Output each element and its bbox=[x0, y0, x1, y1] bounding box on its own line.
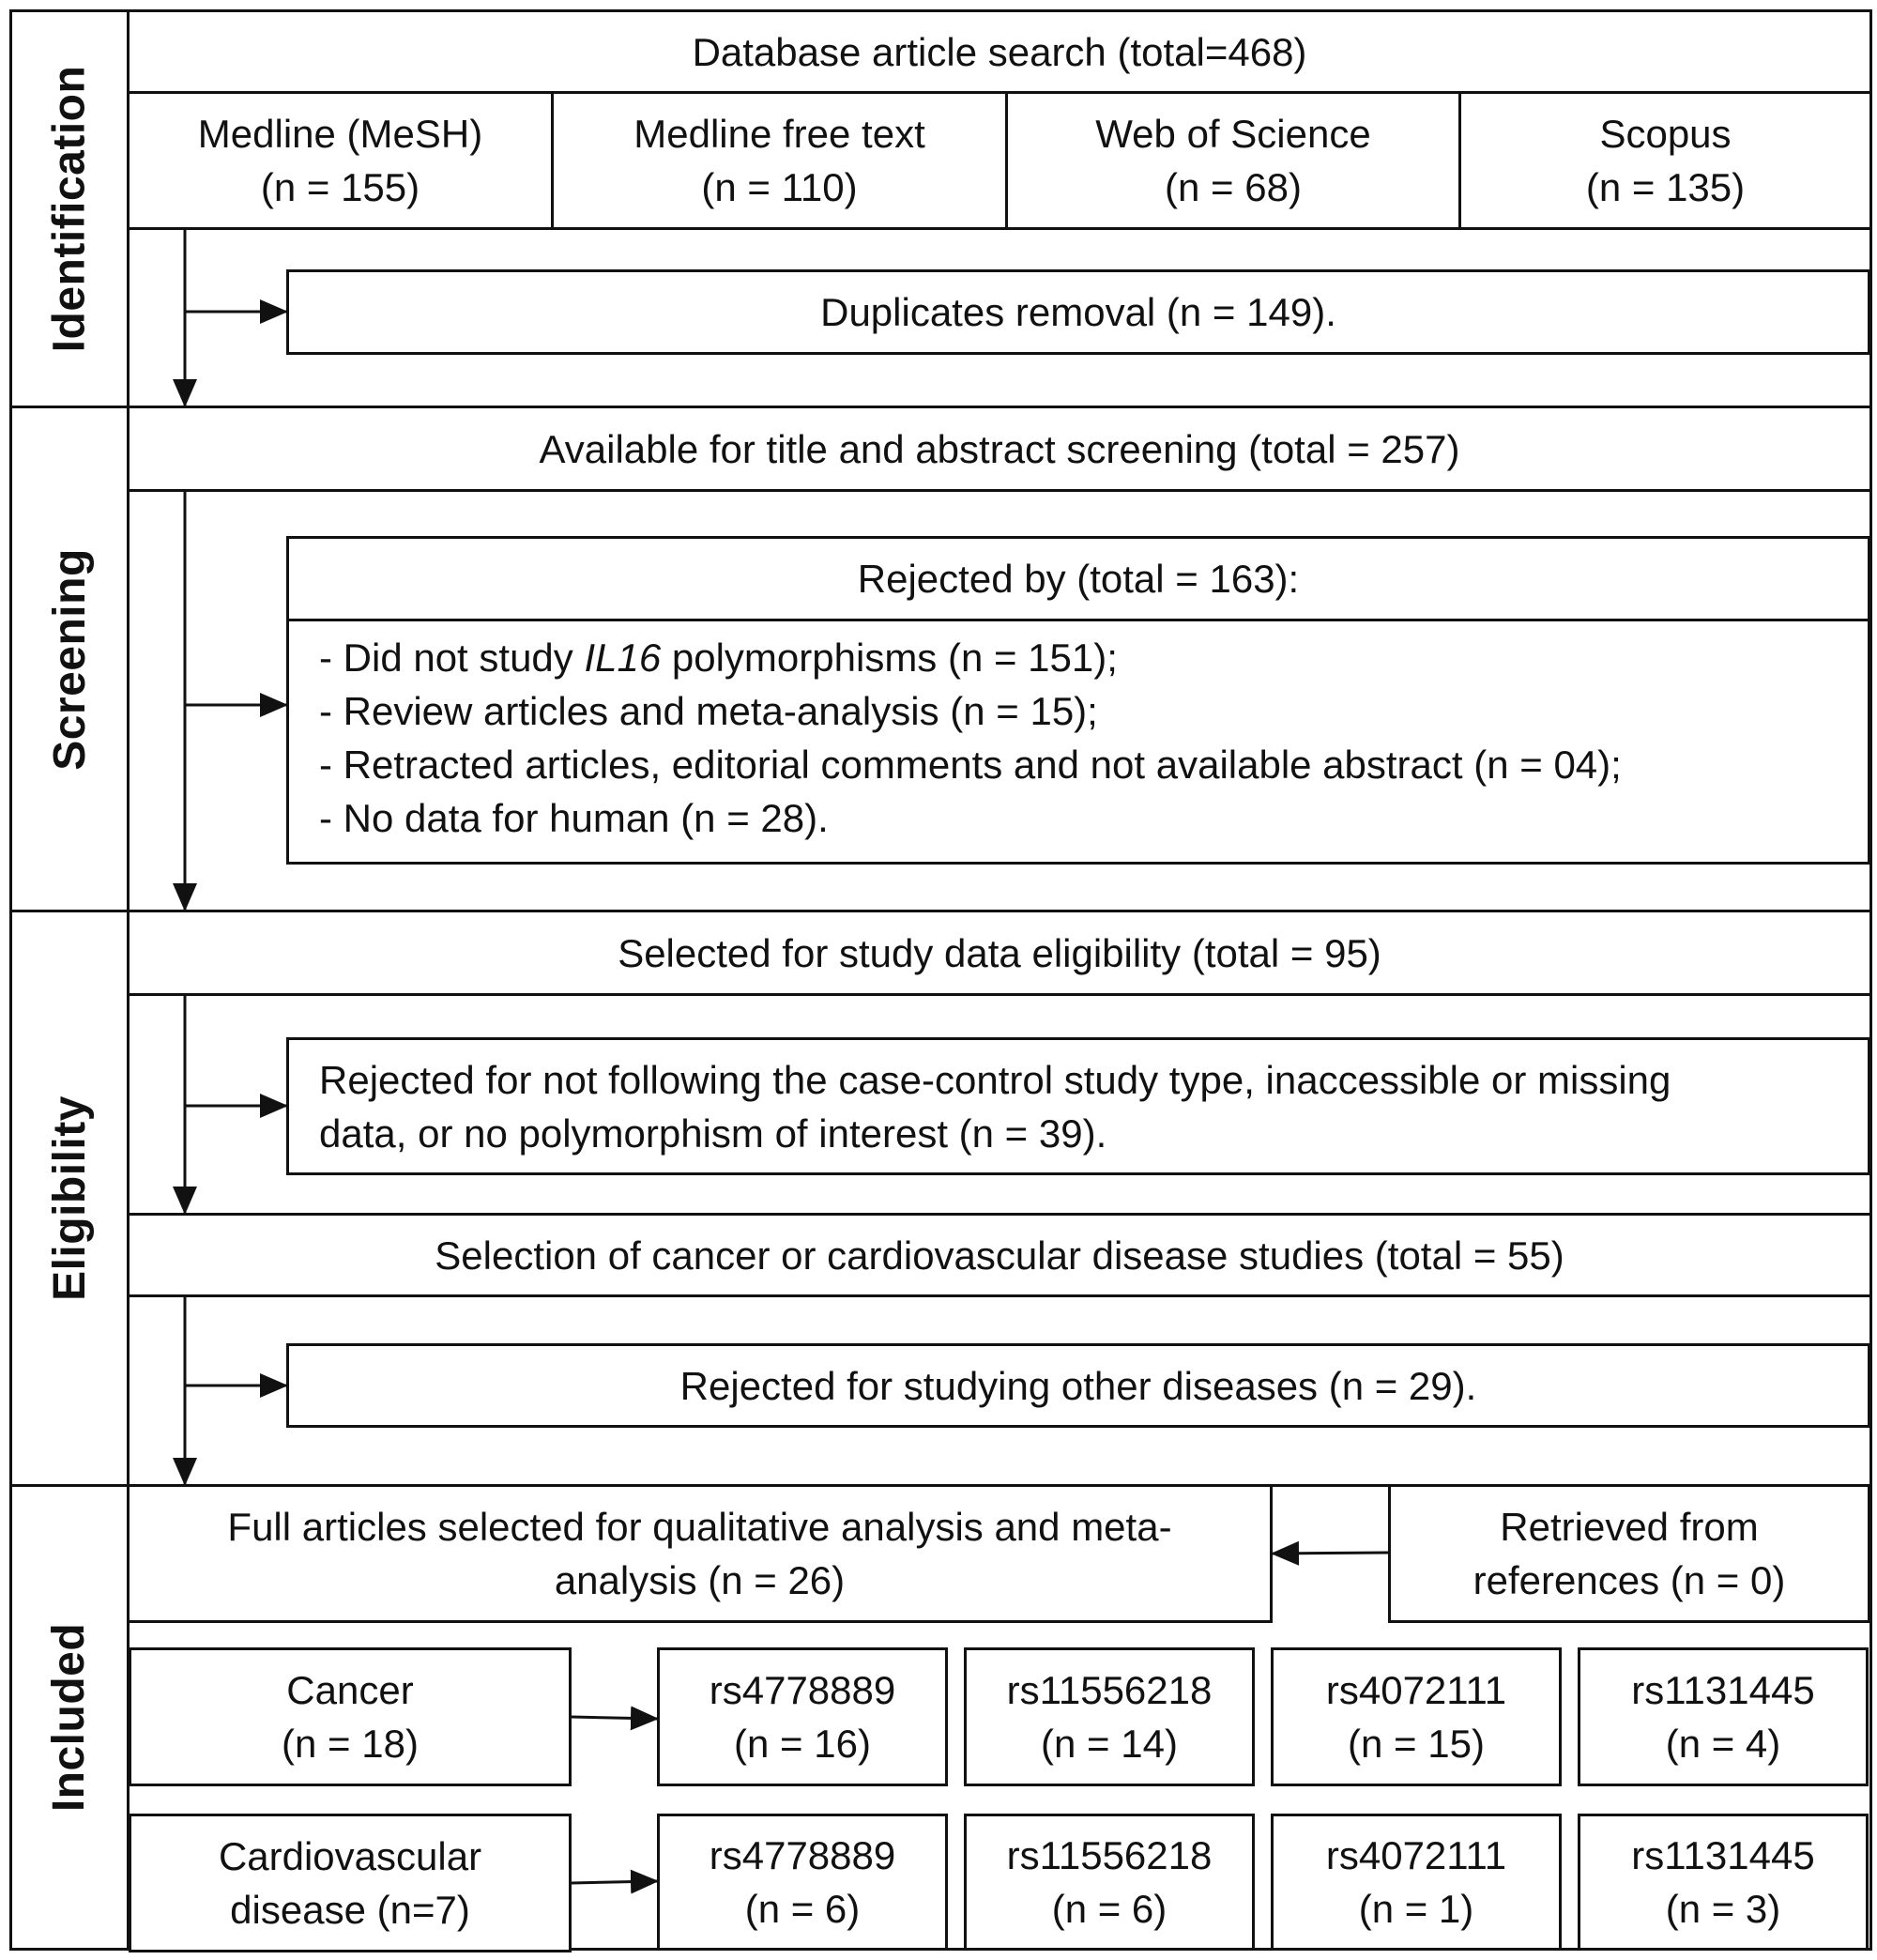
selected-eligibility-box: Selected for study data eligibility (total = 95) bbox=[127, 910, 1872, 996]
full-articles-box: Full articles selected for qualitative analysis and meta- analysis (n = 26) bbox=[127, 1484, 1273, 1623]
available-screening-box: Available for title and abstract screening (total = 257) bbox=[127, 406, 1872, 492]
rejected-eligibility-box: Rejected for not following the case-control study type, inaccessible or missing data, or no polymorphism of interest (n = 39). bbox=[286, 1037, 1870, 1175]
source-medline-free-text-box: Medline free text (n = 110) bbox=[551, 91, 1008, 230]
disease-selection-box: Selection of cancer or cardiovascular disease studies (total = 55) bbox=[127, 1213, 1872, 1297]
cardio-snp-rs4778889-box: rs4778889 (n = 6) bbox=[657, 1814, 948, 1951]
cancer-snp-rs1131445-box: rs1131445 (n = 4) bbox=[1578, 1647, 1869, 1786]
cancer-snp-rs11556218-box: rs11556218 (n = 14) bbox=[964, 1647, 1255, 1786]
flow-arrow-cardio-to-snps bbox=[572, 1881, 657, 1883]
rejected-reason-item: - Did not study IL16 polymorphisms (n = 151); bbox=[319, 635, 1118, 680]
rejected-reason-item: - Review articles and meta-analysis (n = 15); bbox=[319, 689, 1098, 733]
database-search-total-box: Database article search (total=468) bbox=[127, 9, 1872, 94]
duplicates-removal-box: Duplicates removal (n = 149). bbox=[286, 269, 1870, 355]
cancer-snp-rs4778889-box: rs4778889 (n = 16) bbox=[657, 1647, 948, 1786]
rejected-reason-item: - No data for human (n = 28). bbox=[319, 796, 829, 840]
stage-label-included: Included bbox=[44, 1622, 95, 1813]
stage-label-screening: Screening bbox=[44, 547, 95, 771]
source-scopus-box: Scopus (n = 135) bbox=[1458, 91, 1872, 230]
rejected-other-diseases-box: Rejected for studying other diseases (n = 29). bbox=[286, 1343, 1870, 1428]
cancer-box: Cancer (n = 18) bbox=[129, 1647, 572, 1786]
cancer-snp-rs4072111-box: rs4072111 (n = 15) bbox=[1271, 1647, 1562, 1786]
cardio-snp-rs11556218-box: rs11556218 (n = 6) bbox=[964, 1814, 1255, 1951]
flow-arrow-from-references bbox=[1273, 1553, 1388, 1554]
source-web-of-science-box: Web of Science (n = 68) bbox=[1005, 91, 1461, 230]
stage-label-identification: Identification bbox=[44, 65, 95, 353]
rejected-screening-title: Rejected by (total = 163): bbox=[289, 539, 1868, 621]
cardio-snp-rs4072111-box: rs4072111 (n = 1) bbox=[1271, 1814, 1562, 1951]
rejected-reason-item: - Retracted articles, editorial comments and not available abstract (n = 04); bbox=[319, 743, 1622, 787]
cardio-snp-rs1131445-box: rs1131445 (n = 3) bbox=[1578, 1814, 1869, 1951]
cardiovascular-box: Cardiovascular disease (n=7) bbox=[129, 1814, 572, 1952]
retrieved-references-box: Retrieved from references (n = 0) bbox=[1388, 1484, 1870, 1623]
stage-label-eligibility: Eligibility bbox=[44, 1095, 95, 1301]
source-medline-mesh-box: Medline (MeSH) (n = 155) bbox=[127, 91, 554, 230]
flow-arrow-cancer-to-snps bbox=[572, 1717, 657, 1719]
